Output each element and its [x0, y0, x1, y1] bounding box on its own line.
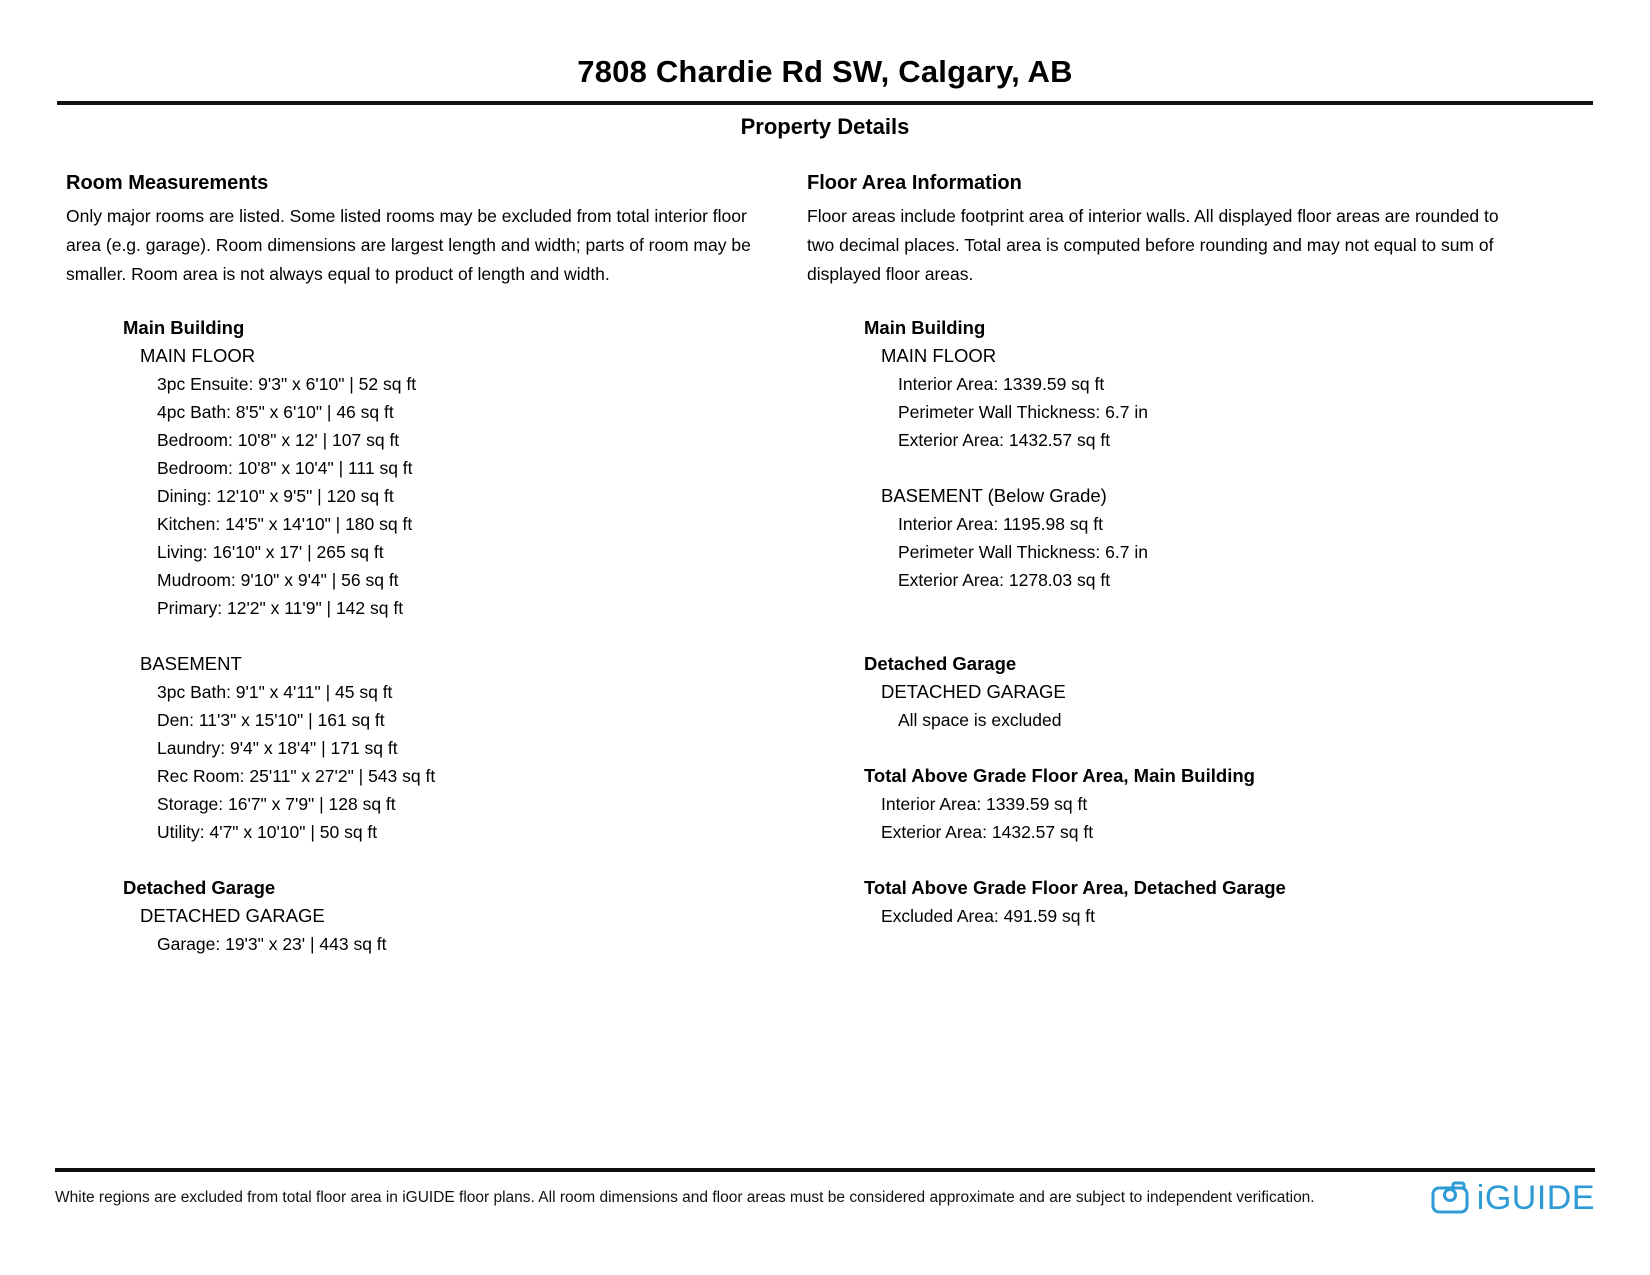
room-measurement: Den: 11'3" x 15'10" | 161 sq ft: [157, 710, 385, 730]
room-measurements-section: [66, 172, 807, 958]
room-measurement: Bedroom: 10'8" x 10'4" | 111 sq ft: [157, 458, 413, 478]
footer-disclaimer: White regions are excluded from total floor area in iGUIDE floor plans. All room dimensions and floor areas must be considered approximate and are subject to independent verification.: [55, 1189, 1315, 1206]
floor-group-main-floor: [66, 342, 807, 622]
room-measurement: Bedroom: 10'8" x 12' | 107 sq ft: [157, 430, 400, 450]
floor-area-detail: All space is excluded: [898, 710, 1062, 730]
room-measurement: Mudroom: 9'10" x 9'4" | 56 sq ft: [157, 570, 399, 590]
page-footer: [55, 1168, 1595, 1215]
room-measurement: 3pc Ensuite: 9'3" x 6'10" | 52 sq ft: [157, 374, 417, 394]
building-label: Main Building: [864, 317, 986, 338]
page-title: 7808 Chardie Rd SW, Calgary, AB: [577, 54, 1073, 89]
floor-area-description: Floor areas include footprint area of interior walls. All displayed floor areas are rounded to two decimal places. Total area is computed before rounding and may not equal to sum of displayed floor areas.: [807, 206, 1499, 284]
total-group-detached-garage: [807, 874, 1584, 930]
building-label: Detached Garage: [123, 877, 276, 898]
floor-area-section: [807, 172, 1584, 958]
room-measurements-heading: Room Measurements: [66, 172, 269, 194]
floor-label: DETACHED GARAGE: [881, 681, 1066, 702]
content-columns: [0, 172, 1650, 958]
iguide-logo: [1430, 1181, 1595, 1215]
building-group-main-building: [66, 314, 807, 846]
floor-label: BASEMENT (Below Grade): [881, 485, 1107, 506]
total-group-main-building: [807, 762, 1584, 846]
room-measurement: Dining: 12'10" x 9'5" | 120 sq ft: [157, 486, 394, 506]
room-measurement: 4pc Bath: 8'5" x 6'10" | 46 sq ft: [157, 402, 394, 422]
floor-label: MAIN FLOOR: [140, 345, 256, 366]
room-measurement: Utility: 4'7" x 10'10" | 50 sq ft: [157, 822, 378, 842]
page-subtitle: Property Details: [740, 114, 910, 139]
title-divider: [57, 101, 1593, 105]
camera-icon: [1430, 1181, 1470, 1215]
floor-area-detail: Perimeter Wall Thickness: 6.7 in: [898, 542, 1148, 562]
floor-group-main-floor: [807, 342, 1584, 454]
floor-area-detail: Interior Area: 1339.59 sq ft: [881, 794, 1088, 814]
building-group-detached-garage: [66, 874, 807, 958]
room-measurement: Kitchen: 14'5" x 14'10" | 180 sq ft: [157, 514, 413, 534]
room-measurement: Living: 16'10" x 17' | 265 sq ft: [157, 542, 384, 562]
floor-area-detail: Interior Area: 1195.98 sq ft: [898, 514, 1103, 534]
room-measurement: Laundry: 9'4" x 18'4" | 171 sq ft: [157, 738, 398, 758]
iguide-logo-text: iGUIDE: [1476, 1179, 1595, 1217]
building-group-detached-garage: [807, 650, 1584, 734]
floor-area-detail: Interior Area: 1339.59 sq ft: [898, 374, 1105, 394]
floor-area-detail: Exterior Area: 1432.57 sq ft: [881, 822, 1094, 842]
building-group-main-building: [807, 314, 1584, 594]
room-measurement: Primary: 12'2" x 11'9" | 142 sq ft: [157, 598, 404, 618]
building-label: Detached Garage: [864, 653, 1017, 674]
floor-label: BASEMENT: [140, 653, 242, 674]
page-header: [0, 0, 1650, 140]
floor-label: DETACHED GARAGE: [140, 905, 325, 926]
floor-area-detail: Exterior Area: 1278.03 sq ft: [898, 570, 1111, 590]
total-heading: Total Above Grade Floor Area, Main Building: [864, 765, 1255, 786]
room-measurement: 3pc Bath: 9'1" x 4'11" | 45 sq ft: [157, 682, 393, 702]
floor-group-detached-garage: [807, 678, 1584, 734]
room-measurement: Garage: 19'3" x 23' | 443 sq ft: [157, 934, 387, 954]
room-measurement: Storage: 16'7" x 7'9" | 128 sq ft: [157, 794, 396, 814]
room-measurement: Rec Room: 25'11" x 27'2" | 543 sq ft: [157, 766, 436, 786]
floor-area-detail: Excluded Area: 491.59 sq ft: [881, 906, 1096, 926]
building-label: Main Building: [123, 317, 245, 338]
floor-group-basement: [66, 650, 807, 846]
floor-area-detail: Exterior Area: 1432.57 sq ft: [898, 430, 1111, 450]
floor-label: MAIN FLOOR: [881, 345, 997, 366]
floor-group-basement: [807, 482, 1584, 594]
room-measurements-description: Only major rooms are listed. Some listed rooms may be excluded from total interior floor area (e.g. garage). Room dimensions are largest length and width; parts of room may be smaller. Room area is not always equal to product of length and width.: [66, 206, 751, 284]
floor-group-detached-garage: [66, 902, 807, 958]
floor-area-detail: Perimeter Wall Thickness: 6.7 in: [898, 402, 1148, 422]
floor-area-heading: Floor Area Information: [807, 172, 1022, 194]
total-heading: Total Above Grade Floor Area, Detached Garage: [864, 877, 1286, 898]
